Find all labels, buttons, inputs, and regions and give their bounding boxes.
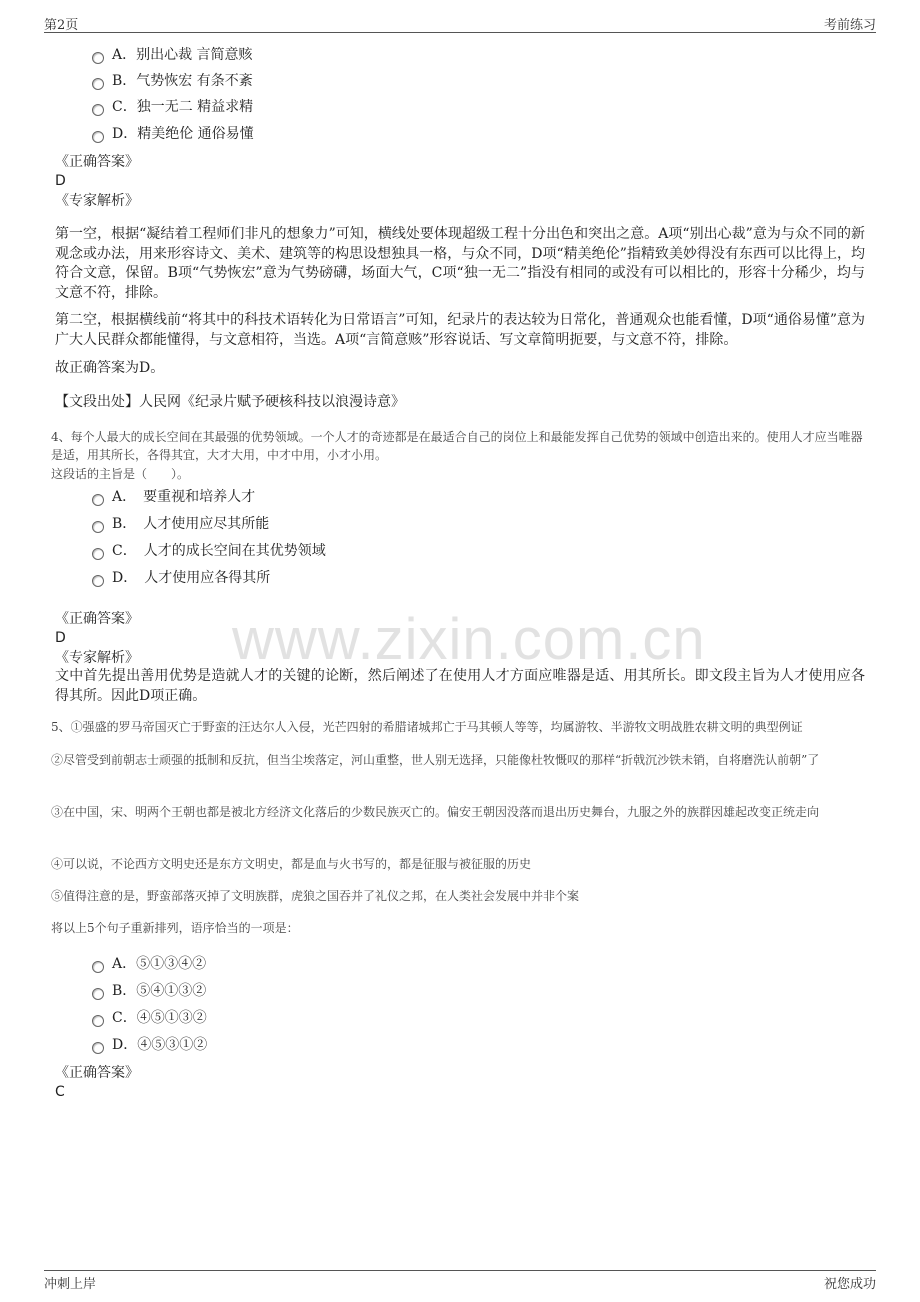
q4-question: 这段话的主旨是（ ）。 bbox=[51, 467, 190, 481]
q3-analysis-paragraph-1: 第一空，根据“凝结着工程师们非凡的想象力”可知，横线处要体现超级工程十分出色和突出之意。A项“别出心裁”意为与众不同的新观念或办法，用来形容诗文、美术、建筑等的构思设想独具一格，与众不同，D项“精美绝伦”指精致美妙得没有东西可以比得上，均符合文意，保留。B项“气势恢宏”意为气势磅礴，场面大气，C项“独一无二”指没有相同的或没有可以相比的，形容十分稀少，均与文意不符，排除。 bbox=[55, 226, 865, 301]
q3-option-c[interactable]: C．独一无二 精益求精 bbox=[92, 97, 253, 117]
page-footer bbox=[44, 1270, 876, 1293]
q4-option-d[interactable]: D． 人才使用应各得其所 bbox=[92, 568, 270, 588]
q4-analysis: 文中首先提出善用优势是造就人才的关键的论断，然后阐述了在使用人才方面应唯器是适、用其所长。即文段主旨为人才使用应各得其所。因此D项正确。 bbox=[55, 668, 865, 704]
radio-icon[interactable] bbox=[92, 548, 104, 560]
q4-answer-label: 《正确答案》 bbox=[55, 611, 139, 627]
q4-analysis-label: 《专家解析》 bbox=[55, 650, 139, 666]
radio-icon[interactable] bbox=[92, 104, 104, 116]
q4-option-b[interactable]: B． 人才使用应尽其所能 bbox=[92, 514, 269, 534]
q3-answer: D bbox=[55, 173, 66, 189]
radio-icon[interactable] bbox=[92, 494, 104, 506]
q4-answer: D bbox=[55, 630, 66, 646]
radio-icon[interactable] bbox=[92, 1015, 104, 1027]
q5-question: 将以上5个句子重新排列，语序恰当的一项是： bbox=[51, 921, 299, 935]
q5-option-b[interactable]: B．⑤④①③② bbox=[92, 981, 206, 1001]
q5-answer-label: 《正确答案》 bbox=[55, 1065, 139, 1081]
radio-icon[interactable] bbox=[92, 131, 104, 143]
footer-left: 冲刺上岸 bbox=[44, 1277, 97, 1292]
radio-icon[interactable] bbox=[92, 78, 104, 90]
q3-analysis-conclusion: 故正确答案为D。 bbox=[55, 360, 165, 376]
q3-answer-label: 《正确答案》 bbox=[55, 154, 139, 170]
page-number: 第2页 bbox=[44, 18, 79, 33]
page-header bbox=[44, 12, 876, 33]
radio-icon[interactable] bbox=[92, 988, 104, 1000]
q3-source: 【文段出处】人民网《纪录片赋予硬核科技以浪漫诗意》 bbox=[55, 394, 405, 410]
q5-sentence-1: 5、①强盛的罗马帝国灭亡于野蛮的汪达尔人入侵，光芒四射的希腊诸城邦亡于马其顿人等等，均属游牧、半游牧文明战胜农耕文明的典型例证 bbox=[51, 720, 803, 734]
watermark: www.zixin.com.cn bbox=[232, 607, 706, 672]
q3-analysis-label: 《专家解析》 bbox=[55, 193, 139, 209]
q5-option-d[interactable]: D．④⑤③①② bbox=[92, 1035, 207, 1055]
q3-option-a[interactable]: A．别出心裁 言简意赅 bbox=[92, 45, 253, 65]
header-title: 考前练习 bbox=[823, 18, 876, 33]
radio-icon[interactable] bbox=[92, 575, 104, 587]
q5-sentence-4: ④可以说，不论西方文明史还是东方文明史，都是血与火书写的，都是征服与被征服的历史 bbox=[51, 857, 532, 871]
q4-option-a[interactable]: A． 要重视和培养人才 bbox=[92, 487, 255, 507]
radio-icon[interactable] bbox=[92, 961, 104, 973]
q3-analysis-paragraph-2: 第二空，根据横线前“将其中的科技术语转化为日常语言”可知，纪录片的表达较为日常化，普通观众也能看懂，D项“通俗易懂”意为广大人民群众都能懂得，与文意相符，当选。A项“言简意赅”形容说话、写文章简明扼要，与文意不符，排除。 bbox=[55, 312, 865, 348]
q5-option-c[interactable]: C．④⑤①③② bbox=[92, 1008, 207, 1028]
q5-option-a[interactable]: A．⑤①③④② bbox=[92, 954, 206, 974]
q5-answer: C bbox=[55, 1084, 65, 1100]
q4-option-c[interactable]: C． 人才的成长空间在其优势领域 bbox=[92, 541, 326, 561]
q5-sentence-5: ⑤值得注意的是，野蛮部落灭掉了文明族群，虎狼之国吞并了礼仪之邦，在人类社会发展中并非个案 bbox=[51, 889, 580, 903]
radio-icon[interactable] bbox=[92, 521, 104, 533]
q5-sentence-2: ②尽管受到前朝志士顽强的抵制和反抗，但当尘埃落定，河山重整，世人别无选择，只能像杜牧慨叹的那样“折戟沉沙铁未销，自将磨洗认前朝”了 bbox=[51, 753, 820, 767]
q3-option-d[interactable]: D．精美绝伦 通俗易懂 bbox=[92, 124, 254, 144]
q5-sentence-3: ③在中国，宋、明两个王朝也都是被北方经济文化落后的少数民族灭亡的。偏安王朝因没落而退出历史舞台，九服之外的族群因雄起改变正统走向 bbox=[51, 805, 820, 819]
radio-icon[interactable] bbox=[92, 1042, 104, 1054]
radio-icon[interactable] bbox=[92, 52, 104, 64]
q3-option-b[interactable]: B．气势恢宏 有条不紊 bbox=[92, 71, 253, 91]
footer-right: 祝您成功 bbox=[823, 1277, 876, 1292]
q4-stem: 4、每个人最大的成长空间在其最强的优势领域。一个人才的奇迹都是在最适合自己的岗位上和最能发挥自己优势的领域中创造出来的。使用人才应当唯器是适，用其所长，各得其宜，大才大用，中才中用，小才小用。 bbox=[51, 430, 863, 462]
